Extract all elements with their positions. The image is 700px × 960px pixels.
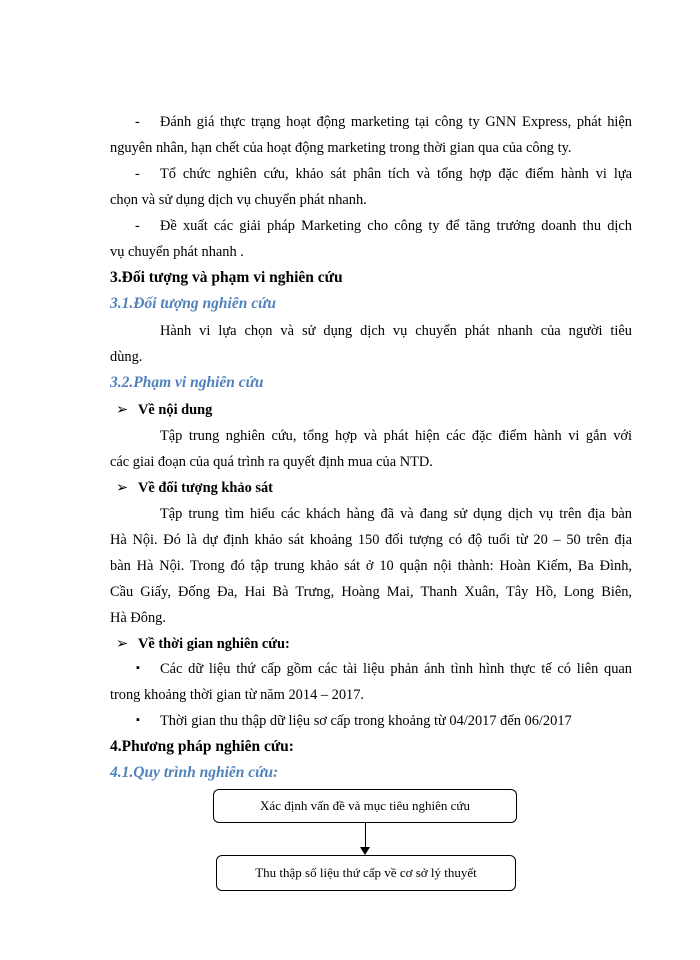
section-3-2-heading: 3.2.Phạm vi nghiên cứu: [110, 374, 264, 391]
s31-text-line-1: Hành vi lựa chọn và sử dụng dịch vụ chuyển phát nhanh của người tiêu: [160, 323, 632, 339]
section-3-1-heading: 3.1.Đối tượng nghiên cứu: [110, 295, 276, 312]
content-text-line-2: các giai đoạn của quá trình ra quyết định mua của NTD.: [110, 454, 433, 470]
subject-line-2: Hà Nội. Đó là dự định khảo sát khoảng 150 đối tượng có độ tuổi từ 20 – 50 trên địa: [110, 532, 632, 548]
bullet-dash: -: [135, 218, 140, 234]
bullet-dash: -: [135, 114, 140, 130]
objective-3-line-2: vụ chuyển phát nhanh .: [110, 244, 244, 260]
section-4-1-heading: 4.1.Quy trình nghiên cứu:: [110, 764, 279, 781]
s31-text-line-2: dùng.: [110, 349, 143, 365]
content-text-line-1: Tập trung nghiên cứu, tổng hợp và phát hiện các đặc điểm hành vi gắn với: [160, 428, 632, 444]
subject-line-4: Cầu Giấy, Đống Đa, Hai Bà Trưng, Hoàng Mai, Thanh Xuân, Tây Hồ, Long Biên,: [110, 584, 632, 600]
subject-line-5: Hà Đông.: [110, 610, 166, 626]
section-4-heading: 4.Phương pháp nghiên cứu:: [110, 738, 294, 755]
objective-3-line-1: Đề xuất các giải pháp Marketing cho công ty để tăng trưởng doanh thu dịch: [160, 218, 632, 234]
subject-line-3: bàn Hà Nội. Trong đó tập trung khảo sát ở 10 quận nội thành: Hoàn Kiếm, Ba Đình,: [110, 558, 632, 574]
square-bullet-icon: ▪: [136, 662, 140, 674]
section-3-heading: 3.Đối tượng và phạm vi nghiên cứu: [110, 269, 343, 286]
flow-step-2: [216, 855, 516, 891]
objective-2-line-1: Tổ chức nghiên cứu, khảo sát phân tích và tổng hợp đặc điểm hành vi lựa: [160, 166, 632, 182]
arrow-down-icon: [360, 847, 370, 855]
arrow-bullet-icon: ➢: [116, 402, 129, 418]
arrow-bullet-icon: ➢: [116, 480, 129, 496]
bullet-dash: -: [135, 166, 140, 182]
content-label: Về nội dung: [138, 402, 213, 418]
objective-1-line-2: nguyên nhân, hạn chết của hoạt động marketing trong thời gian qua của công ty.: [110, 140, 572, 156]
objective-2-line-2: chọn và sử dụng dịch vụ chuyển phát nhanh.: [110, 192, 367, 208]
time-item-1-line-1: Các dữ liệu thứ cấp gồm các tài liệu phản ánh tình hình thực tế có liên quan: [160, 661, 632, 677]
time-item-1-line-2: trong khoảng thời gian từ năm 2014 – 2017.: [110, 687, 365, 703]
time-label: Về thời gian nghiên cứu:: [138, 636, 290, 652]
flow-connector: [365, 822, 366, 848]
square-bullet-icon: ▪: [136, 714, 140, 726]
subject-line-1: Tập trung tìm hiểu các khách hàng đã và đang sử dụng dịch vụ trên địa bàn: [160, 506, 632, 522]
arrow-bullet-icon: ➢: [116, 636, 129, 652]
flow-step-1: [213, 789, 517, 823]
flow-step-1-label: Xác định vấn đề và mục tiêu nghiên cứu: [260, 798, 470, 813]
objective-1-line-1: Đánh giá thực trạng hoạt động marketing tại công ty GNN Express, phát hiện: [160, 114, 632, 130]
subject-label: Về đối tượng khảo sát: [138, 480, 273, 496]
flow-step-2-label: Thu thập số liệu thứ cấp về cơ sở lý thuyết: [255, 865, 477, 880]
time-item-2: Thời gian thu thập dữ liệu sơ cấp trong khoảng từ 04/2017 đến 06/2017: [160, 713, 572, 729]
